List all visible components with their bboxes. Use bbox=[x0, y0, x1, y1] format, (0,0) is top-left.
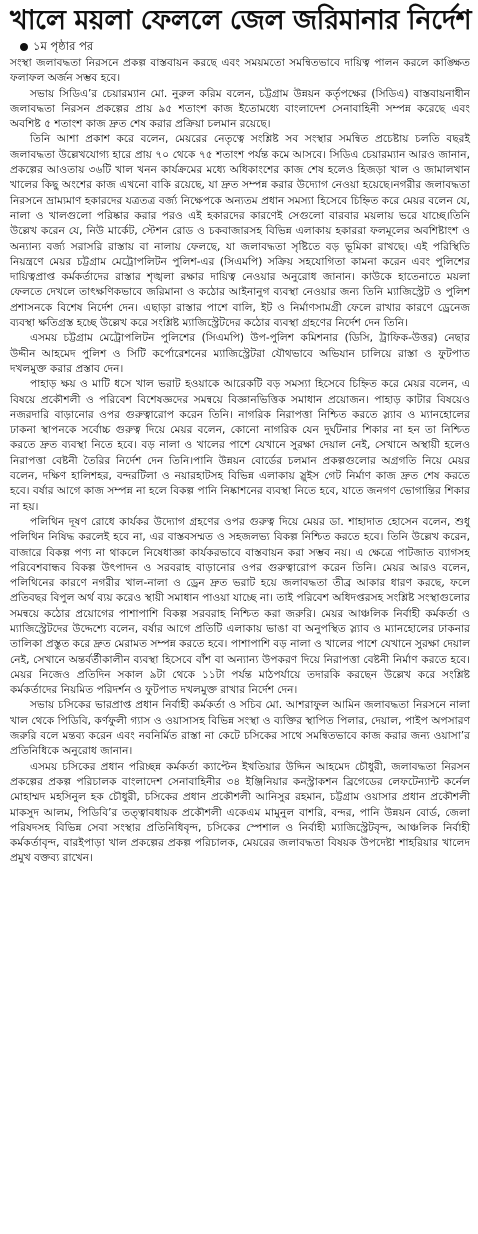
article-paragraph: সভায় সিডিএ’র চেয়ারম্যান মো. নুরুল করিম বলেন, চট্টগ্রাম উন্নয়ন কর্তৃপক্ষের (সিডিএ) বাস্তবায়নাধীন জলাবদ্ধতা নিরসন প্রকল্পের প্রায় ৯৫ শতাংশ কাজ ইতোমধ্যে বাংলাদেশ সেনাবাহিনী সম্পন্ন করেছে এবং অবশিষ্ট ৫ শতাংশ কাজ দ্রুত শেষ করার প্রক্রিয়া চলমান রয়েছে। bbox=[10, 87, 470, 131]
article-paragraph: সংস্থা জলাবদ্ধতা নিরসনে প্রকল্প বাস্তবায়ন করছে এবং সময়মতো সমন্বিতভাবে দায়িত্ব পালন করলে কাঙ্ক্ষিত ফলাফল অর্জন সম্ভব হবে। bbox=[10, 57, 470, 85]
bullet-dot-icon bbox=[20, 43, 28, 51]
article-paragraph: এসময় চট্টগ্রাম মেট্রোপলিটন পুলিশের (সিএমপি) উপ-পুলিশ কমিশনার (ডিসি, ট্রাফিক-উত্তর) নেছার উদ্দীন আহমেদ পুলিশ ও সিটি কর্পোরেশনের ম্যাজিস্ট্রেটরা যৌথভাবে অভিযান চালিয়ে রাস্তা ও ফুটপাত দখলমুক্ত করার প্রস্তাব দেন। bbox=[10, 332, 470, 375]
article-paragraph: তিনি আশা প্রকাশ করে বলেন, মেয়রের নেতৃত্বে সংশ্লিষ্ট সব সংস্থার সমন্বিত প্রচেষ্টায় চলতি বছরই জলাবদ্ধতা উল্লেখযোগ্য হারে প্রায় ৭০ থেকে ৭৫ শতাংশ পর্যন্ত কমে আসবে। সিডিএ চেয়ারম্যান আরও জানান, প্রকল্পের আওতায় ৩৬টি খাল খনন কার্যক্রমের মধ্যে অধিকাংশের কাজ শেষ হলেও হিজড়া খাল ও জামালখান খালের কিছু অংশের কাজ এখনো বাকি রয়েছে, যা দ্রুত সম্পন্ন করার উদ্যোগ নেওয়া হয়েছে।নগরীর জলাবদ্ধতা নিরসনে ভ্রাম্যমাণ হকারদের যত্রতত্র বর্জ্য নিক্ষেপকে অন্যতম প্রধান সমস্যা হিসেবে চিহ্নিত করে মেয়র বলেন যে, নালা ও খালগুলো পরিষ্কার করার পরও এই হকারদের কারণেই সেগুলো বারবার ময়লায় ভরে যাচ্ছে।তিনি উল্লেখ করেন যে, নিউ মার্কেট, স্টেশন রোড ও চকবাজারসহ বিভিন্ন এলাকায় হকাররা ফলমূলের অবশিষ্টাংশ ও অন্যান্য বর্জ্য সরাসরি রাস্তায় বা নালায় ফেলছে, যা জলাবদ্ধতা সৃষ্টিতে বড় ভূমিকা রাখছে। এই পরিস্থিতি নিয়ন্ত্রণে মেয়র চট্টগ্রাম মেট্রোপলিটন পুলিশ-এর (সিএমপি) সক্রিয় সহযোগিতা কামনা করেন এবং পুলিশের দায়িত্বপ্রাপ্ত কর্মকর্তাদের রাস্তার শৃঙ্খলা রক্ষার দায়িত্ব নেওয়ার অনুরোধ জানান। কাউকে হাতেনাতে ময়লা ফেলতে দেখলে তাৎক্ষণিকভাবে জরিমানা ও কঠোর আইনানুগ ব্যবস্থা নেওয়ার জন্য তিনি ম্যাজিস্ট্রেট ও পুলিশ প্রশাসনকে বিশেষ নির্দেশ দেন। এছাড়া রাস্তার পাশে বালি, ইট ও নির্মাণসামগ্রী ফেলে রাখার কারণে ড্রেনেজ ব্যবস্থা ক্ষতিগ্রস্ত হচ্ছে উল্লেখ করে সংশ্লিষ্ট ম্যাজিস্ট্রেটদের কঠোর ব্যবস্থা গ্রহণের নির্দেশ দেন তিনি। bbox=[10, 133, 470, 330]
article-paragraph: পলিথিন দূষণ রোধে কার্যকর উদ্যোগ গ্রহণের ওপর গুরুত্ব দিয়ে মেয়র ডা. শাহাদাত হোসেন বলেন, শুধু পলিথিন নিষিদ্ধ করলেই হবে না, এর বাস্তবসম্মত ও সহজলভ্য বিকল্প নিশ্চিত করতে হবে। তিনি উল্লেখ করেন, বাজারে বিকল্প পণ্য না থাকলে নিষেধাজ্ঞা কার্যকরভাবে বাস্তবায়ন করা সম্ভব নয়। এ ক্ষেত্রে পাটজাত ব্যাগসহ পরিবেশবান্ধব বিকল্প উৎপাদন ও সরবরাহ বাড়ানোর ওপর গুরুত্বারোপ করেন তিনি। মেয়র আরও বলেন, পলিথিনের কারণে নগরীর খাল-নালা ও ড্রেন দ্রুত ভরাট হয়ে জলাবদ্ধতা তীব্র আকার ধারণ করছে, ফলে প্রতিবছর বিপুল অর্থ ব্যয় করেও স্থায়ী সমাধান পাওয়া যাচ্ছে না। তাই পরিবেশ অধিদপ্তরসহ সংশ্লিষ্ট সংস্থাগুলোর সমন্বয়ে কঠোর প্রয়োগের পাশাপাশি বিকল্প সরবরাহ নিশ্চিত করা জরুরি। মেয়র আঞ্চলিক নির্বাহী কর্মকর্তা ও ম্যাজিস্ট্রেটদের উদ্দেশ্যে বলেন, বর্ষার আগে প্রতিটি এলাকায় ভাঙা বা অনুপস্থিত স্ল্যাব ও ম্যানহোলের ঢাকনার তালিকা প্রস্তুত করে দ্রুত মেরামত সম্পন্ন করতে হবে। পাশাপাশি বড় নালা ও খালের পাশে যেখানে সুরক্ষা দেয়াল নেই, সেখানে অন্তর্বর্তীকালীন ব্যবস্থা হিসেবে বাঁশ বা অন্যান্য উপকরণ দিয়ে নিরাপত্তা বেষ্টনী নির্মাণ করতে হবে। মেয়র নিজেও প্রতিদিন সকাল ৯টা থেকে ১১টা পর্যন্ত মাঠপর্যায়ে তদারকি করছেন উল্লেখ করে সংশ্লিষ্ট কর্মকর্তাদের নিয়মিত পরিদর্শন ও ফুটপাত দখলমুক্ত রাখার নির্দেশ দেন। bbox=[10, 515, 470, 697]
article-paragraph: পাহাড় ক্ষয় ও মাটি ধসে খাল ভরাট হওয়াকে আরেকটি বড় সমস্যা হিসেবে চিহ্নিত করে মেয়র বলেন, এ বিষয়ে প্রকৌশলী ও পরিবেশ বিশেষজ্ঞদের সমন্বয়ে বিজ্ঞানভিত্তিক সমাধান প্রয়োজন। পাহাড় কাটার বিষয়েও নজরদারি বাড়ানোর ওপর গুরুত্বারোপ করেন তিনি। নাগরিক নিরাপত্তা নিশ্চিত করতে স্ল্যাব ও ম্যানহোলের ঢাকনা স্থাপনকে সর্বোচ্চ গুরুত্ব দিয়ে মেয়র বলেন, কোনো নাগরিক যেন দুর্ঘটনার শিকার না হন তা নিশ্চিত করতে দ্রুত ব্যবস্থা নিতে হবে। বড় নালা ও খালের পাশে যেখানে সুরক্ষা দেয়াল নেই, সেখানে অস্থায়ী হলেও নিরাপত্তা বেষ্টনী তৈরির নির্দেশ দেন তিনি।পানি উন্নয়ন বোর্ডের চলমান প্রকল্পগুলোর অগ্রগতি নিয়ে মেয়র বলেন, দক্ষিণ হালিশহর, বন্দরটিলা ও নয়ারহাটসহ বিভিন্ন এলাকায় স্লুইস গেট নির্মাণ কাজ দ্রুত শেষ করতে হবে। বর্ষার আগে কাজ সম্পন্ন না হলে বিকল্প পানি নিষ্কাশনের ব্যবস্থা নিতে হবে, যাতে জনগণ ভোগান্তির শিকার না হয়। bbox=[10, 378, 470, 513]
article-paragraph: এসময় চসিকের প্রধান পরিচ্ছন্ন কর্মকর্তা ক্যাপ্টেন ইখতিয়ার উদ্দিন আহমেদ চৌধুরী, জলাবদ্ধতা নিরসন প্রকল্পের প্রকল্প পরিচালক বাংলাদেশ সেনাবাহিনীর ৩৪ ইঞ্জিনিয়ার কনস্ট্রাকশন ব্রিগেডের লেফটেন্যান্ট কর্নেল মোহাম্মদ মহসিনুল হক চৌধুরী, চসিকের প্রধান প্রকৌশলী আনিসুর রহমান, চট্টগ্রাম ওয়াসার প্রধান প্রকৌশলী মাকসুদ আলম, পিডিবি’র তত্ত্বাবধায়ক প্রকৌশলী একেএম মামুনুল বাশরি, বন্দর, পানি উন্নয়ন বোর্ড, জেলা পরিষদসহ বিভিন্ন সেবা সংস্থার প্রতিনিধিবৃন্দ, চসিকের স্পেশাল ও নির্বাহী ম্যাজিস্ট্রেটবৃন্দ, আঞ্চলিক নির্বাহী কর্মকর্তাবৃন্দ, বারইপাড়া খাল প্রকল্পের প্রকল্প পরিচালক, মেয়রের জলাবদ্ধতা বিষয়ক উপদেষ্টা শাহরিয়ার খালেদ প্রমুখ বক্তব্য রাখেন। bbox=[10, 760, 470, 865]
continuation-marker bbox=[20, 39, 470, 54]
headline: খালে ময়লা ফেললে জেল জরিমানার নির্দেশ bbox=[10, 5, 472, 36]
article-paragraph: সভায় চসিকের ভারপ্রাপ্ত প্রধান নির্বাহী কর্মকর্তা ও সচিব মো. আশরাফুল আমিন জলাবদ্ধতা নিরসনে নালা খাল থেকে পিডিবি, কর্ণফুলী গ্যাস ও ওয়াসাসহ বিভিন্ন সংস্থা ও ব্যক্তির স্থাপিত পিলার, দেয়াল, পাইপ অপসারণ জরুরি বলে মন্তব্য করেন এবং নবনির্মিত রাস্তা না কেটে চসিকের সাথে সমন্বিতভাবে কাজ করার জন্য ওয়াসা’র প্রতিনিধিকে অনুরোধ জানান। bbox=[10, 699, 470, 758]
continuation-label: ১ম পৃষ্ঠার পর bbox=[33, 39, 94, 53]
